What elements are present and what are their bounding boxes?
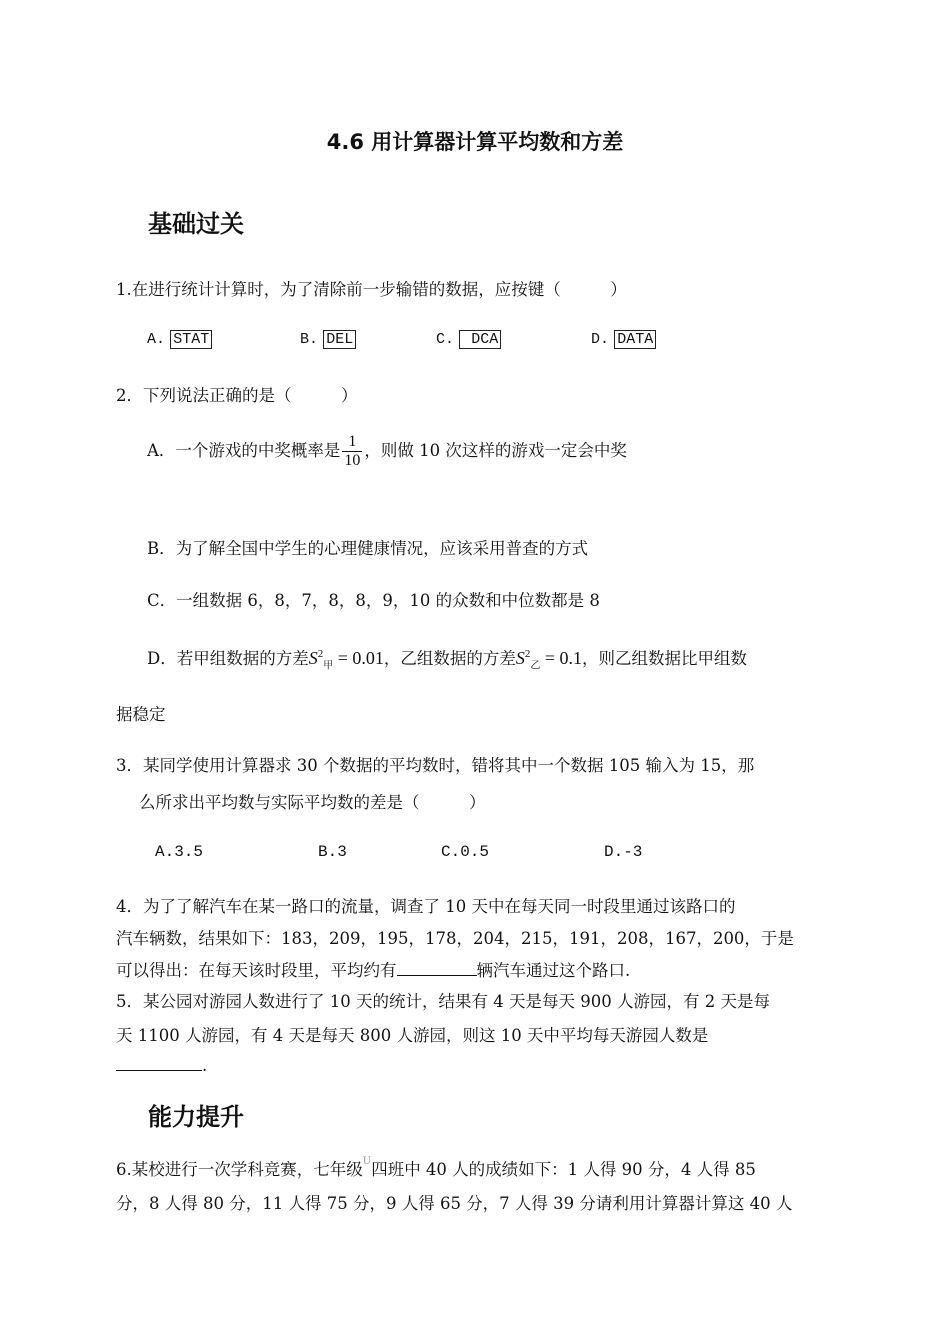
answer-blank [116,1056,202,1071]
option-label: B. [300,331,319,348]
answer-blank [397,961,477,976]
key-box: DCA [459,330,501,349]
question-3-stem-line-1: 3．某同学使用计算器求 30 个数据的平均数时，错将其中一个数据 105 输入为 15，那 [116,756,755,775]
section-heading-basic: 基础过关 [148,210,244,238]
question-6-line-1 [116,1156,756,1180]
question-3-option-c: C.0.5 [441,843,490,861]
question-6-line-1-start: 6.某校进行一次学科竞赛，七年级 [116,1160,363,1179]
question-4-line-3 [116,957,630,981]
question-1-option-a [147,328,212,348]
question-1-option-b [300,328,356,348]
question-4-line-1: 4．为了了解汽车在某一路口的流量，调查了 10 天中在每天同一时段里通过该路口的 [116,897,736,916]
question-4-line-2: 汽车辆数，结果如下：183，209，195，178，204，215，191，208，167，200，于是 [116,929,794,948]
fraction [342,433,362,470]
page-title: 4.6 用计算器计算平均数和方差 [326,130,624,154]
question-2-option-d [147,645,747,672]
question-5-line-3-end: . [202,1056,208,1075]
option-d-text-end: ，则乙组数据比甲组数 [582,649,748,668]
question-2-option-d-continued: 据稳定 [116,705,166,724]
option-d-text-middle: ，乙组数据的方差 [383,649,516,668]
key-box: DEL [323,330,356,349]
question-4-line-3-start: 可以得出：在每天该时段里，平均约有 [116,961,397,980]
question-3-stem-line-2: 么所求出平均数与实际平均数的差是（ ） [139,793,486,812]
option-a-text-end: ，则做 10 次这样的游戏一定会中奖 [364,441,627,460]
option-label: A. [147,331,166,348]
variance-expression-yi: $S^2_乙 = 0.1$ [515,648,583,672]
question-5-line-2: 天 1100 人游园，有 4 天是每天 800 人游园，则这 10 天中平均每天游园人数是 [116,1026,709,1045]
question-6-line-2: 分，8 人得 80 分，11 人得 75 分，9 人得 65 分，7 人得 39 分请利用计算器计算这 40 人 [116,1194,793,1213]
question-5-line-1: 5．某公园对游园人数进行了 10 天的统计，结果有 4 天是每天 900 人游园，有 2 天是每 [116,992,770,1011]
fraction-denominator: 10 [344,452,361,469]
key-box: STAT [170,330,212,349]
question-1-stem: 1.在进行统计计算时，为了清除前一步输错的数据，应按键（ ） [116,280,627,299]
question-3-option-a: A.3.5 [155,843,204,861]
question-2-option-b: B．为了解全国中学生的心理健康情况，应该采用普查的方式 [147,539,589,558]
option-a-text-start: A．一个游戏的中奖概率是 [147,441,341,460]
option-label: C. [436,331,455,348]
variance-expression-jia: $S^2_甲 = 0.01$ [308,648,384,672]
stray-mark: U [362,1156,372,1167]
question-3-option-d: D.-3 [604,843,643,861]
question-5-line-3 [116,1056,207,1075]
key-box: DATA [614,330,656,349]
fraction-numerator: 1 [342,433,362,452]
question-2-stem: 2．下列说法正确的是（ ） [116,386,358,405]
question-2-option-a [147,433,627,470]
question-6-line-1-end: 四班中 40 人的成绩如下：1 人得 90 分，4 人得 85 [371,1160,756,1179]
question-3-option-b: B.3 [318,843,347,861]
question-2-option-c: C．一组数据 6，8，7，8，8，9，10 的众数和中位数都是 8 [147,591,600,610]
option-d-text-start: D．若甲组数据的方差 [147,649,309,668]
question-1-option-d [591,328,656,348]
option-label: D. [591,331,610,348]
question-1-option-c [436,328,501,348]
question-4-line-3-end: 辆汽车通过这个路口. [476,961,631,980]
section-heading-advanced: 能力提升 [148,1103,244,1131]
